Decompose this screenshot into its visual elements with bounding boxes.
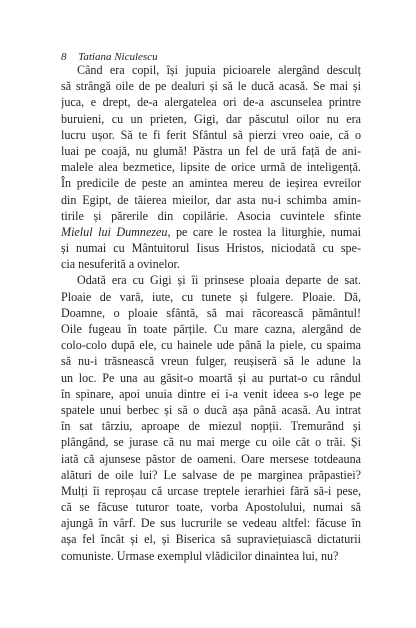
text-line: malele alea bezmetice, lipsite de orice urmă de inteligență. — [61, 160, 361, 175]
text-line: În predicile de peste an amintea mereu de ieșirea evreilor — [61, 176, 361, 191]
text-line: cia nesuferită a ovinelor. — [61, 257, 180, 272]
text-line: Odată era cu Gigi și îi prinsese ploaia departe de sat. — [77, 273, 361, 288]
text-line: Când era copil, își jupuia picioarele alergând desculț — [77, 63, 361, 77]
text-line: Oile fugeau în toate părțile. Cu mare cazna, alergând de — [61, 322, 361, 336]
text-line: juca, e drept, de-a alergatelea ori de-a ascunselea printre — [61, 95, 361, 110]
text-line: Doamne, o ploaie sfântă, să mai răcorească pământul! — [61, 305, 361, 320]
text-line: luai pe coajă, nu glumă! Păstra un fel de ură față de ani- — [61, 143, 361, 158]
text-line: lucru ușor. Să te fi ferit Sfântul să pierzi vreo oaie, că o — [61, 127, 361, 142]
text-line: spatele unui berbec și să o ducă așa până acasă. Au intrat — [61, 402, 361, 417]
text-line: să nu-i trăsnească vreun fulger, reușiseră să le adune la — [61, 354, 361, 369]
text-line: din Egipt, de tăierea mieilor, dar asta nu-i schimba amin- — [61, 192, 361, 207]
text-line: Mulți îi reproșau că urcase treptele ierarhiei fără să-i pese, — [61, 483, 361, 498]
text-line: iată că ajunsese păstor de oameni. Oare mersese totdeauna — [61, 451, 361, 466]
header-author: Tatiana Niculescu — [78, 51, 158, 63]
text-line: în spinare, apoi unuia dintre ei i-a venit ideea s-o lege pe — [61, 386, 361, 401]
text-line-italic-phrase: Mielul lui Dumnezeu, pe care le rostea la liturghie, numai — [61, 224, 361, 239]
text-line: alături de oile lui? Le salvase de pe marginea prăpastiei? — [61, 467, 361, 482]
text-line: că se făcuse tuturor toate, vorba Apostolului, numai să — [61, 500, 361, 515]
text-line: colo-colo după ele, cu hainele ude până la piele, cu spaima — [61, 338, 361, 353]
body-text — [61, 62, 361, 564]
text-line: să strângă oile de pe dealuri și să le ducă acasă. Se mai și — [61, 79, 361, 94]
text-line: și numai cu Mântuitorul Iisus Hristos, niciodată cu spe- — [61, 241, 361, 256]
text-line: un loc. Pe una au găsit-o moartă și au purtat-o cu rândul — [61, 370, 361, 385]
text-line: ajungă în vârf. De sus lucrurile se vedeau altfel: făcuse în — [61, 516, 361, 531]
text-line: în sat târziu, aproape de miezul nopții. Tremurând și — [61, 419, 361, 434]
page-number: 8 — [61, 51, 67, 63]
text-line: comuniste. Urmase exemplul vlădicilor dinaintea lui, nu? — [61, 548, 339, 563]
text-line: Ploaie de vară, iute, cu tunete și fulgere. Ploaie. Dă, — [61, 289, 361, 304]
text-line: așa fel încât și el, și Biserica să supraviețuiască dictaturii — [61, 532, 361, 547]
text-line: plângând, se jurase că nu mai merge cu oile cât o trăi. Și — [61, 435, 361, 450]
text-line: buruieni, cu un prieten, Gigi, dar păscutul oilor nu era — [61, 111, 361, 126]
text-line: tirile și părerile din copilărie. Asocia cuvintele sfinte — [61, 208, 361, 223]
